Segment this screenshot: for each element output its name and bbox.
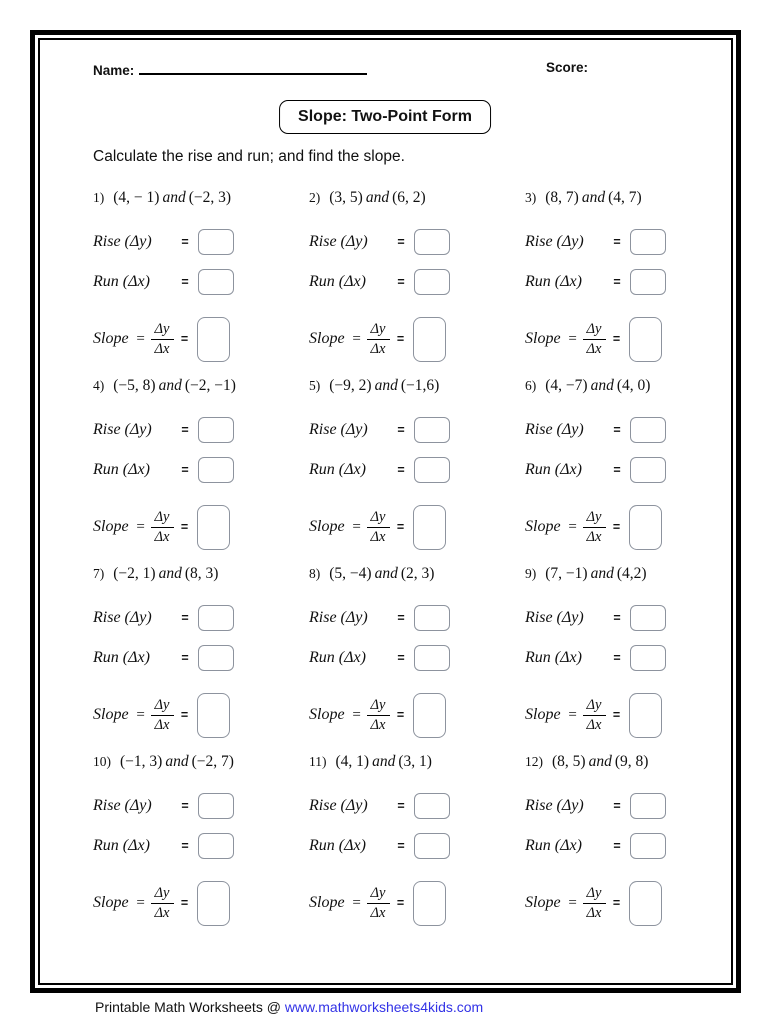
equals-sign: = xyxy=(180,520,189,534)
point-2: (−2, 7) xyxy=(191,753,234,770)
equals-sign: = xyxy=(396,520,405,534)
equals-sign: = xyxy=(136,894,145,911)
equals-sign: = xyxy=(613,839,621,853)
equals-sign: = xyxy=(568,894,577,911)
worksheet-title: Slope: Two-Point Form xyxy=(279,100,491,134)
problem-statement xyxy=(309,753,432,771)
delta-fraction xyxy=(367,509,390,545)
point-1: (4, 1) xyxy=(335,753,370,770)
fraction-denominator: Δx xyxy=(586,528,602,545)
rise-answer-box[interactable] xyxy=(414,605,450,631)
and-word: and xyxy=(590,565,614,582)
equals-sign: = xyxy=(136,706,145,723)
equals-sign: = xyxy=(612,896,621,910)
equals-sign: = xyxy=(180,896,189,910)
problem-cell xyxy=(93,563,309,751)
problem-number: 3) xyxy=(525,190,537,205)
equals-sign: = xyxy=(352,330,361,347)
equals-sign: = xyxy=(181,839,189,853)
fraction-numerator: Δy xyxy=(151,509,174,528)
run-row xyxy=(525,455,666,485)
problem-cell xyxy=(309,751,525,939)
equals-sign: = xyxy=(136,518,145,535)
and-word: and xyxy=(372,753,396,770)
fraction-numerator: Δy xyxy=(151,885,174,904)
problem-cell xyxy=(525,563,741,751)
problem-number: 12) xyxy=(525,754,543,769)
equals-sign: = xyxy=(180,708,189,722)
rise-label: Rise (Δy) xyxy=(93,797,152,814)
equals-sign: = xyxy=(181,235,189,249)
run-label: Run (Δx) xyxy=(93,461,150,478)
rise-answer-box[interactable] xyxy=(414,229,450,255)
fraction-denominator: Δx xyxy=(370,716,386,733)
problem-number: 5) xyxy=(309,378,321,393)
run-row xyxy=(93,643,234,673)
problem-statement xyxy=(525,565,647,583)
problem-number: 10) xyxy=(93,754,111,769)
slope-answer-box[interactable] xyxy=(197,505,230,550)
run-label: Run (Δx) xyxy=(309,837,366,854)
fraction-denominator: Δx xyxy=(586,340,602,357)
rise-row xyxy=(309,603,450,633)
run-row xyxy=(309,267,450,297)
fraction-numerator: Δy xyxy=(583,509,606,528)
slope-answer-box[interactable] xyxy=(197,693,230,738)
rise-row xyxy=(93,603,234,633)
rise-label: Rise (Δy) xyxy=(93,421,152,438)
equals-sign: = xyxy=(181,799,189,813)
slope-row xyxy=(93,501,230,553)
run-label: Run (Δx) xyxy=(525,649,582,666)
point-2: (4,2) xyxy=(616,565,647,582)
rise-answer-box[interactable] xyxy=(414,793,450,819)
slope-label: Slope xyxy=(525,330,561,347)
problem-number: 6) xyxy=(525,378,537,393)
problems-grid xyxy=(93,187,741,939)
fraction-numerator: Δy xyxy=(367,885,390,904)
problem-statement xyxy=(309,565,434,583)
slope-label: Slope xyxy=(93,706,129,723)
point-2: (6, 2) xyxy=(392,189,426,206)
point-1: (4, − 1) xyxy=(113,189,160,206)
slope-answer-box[interactable] xyxy=(197,881,230,926)
point-2: (8, 3) xyxy=(184,565,219,582)
footer-text: Printable Math Worksheets @ xyxy=(95,999,285,1015)
fraction-numerator: Δy xyxy=(367,509,390,528)
delta-fraction xyxy=(583,321,606,357)
rise-row xyxy=(309,791,450,821)
and-word: and xyxy=(374,565,398,582)
slope-row xyxy=(309,313,446,365)
fraction-denominator: Δx xyxy=(370,904,386,921)
fraction-numerator: Δy xyxy=(583,321,606,340)
run-answer-box[interactable] xyxy=(414,833,450,859)
problem-cell xyxy=(93,187,309,375)
run-label: Run (Δx) xyxy=(93,273,150,290)
and-word: and xyxy=(365,189,390,206)
problem-number: 4) xyxy=(93,378,105,393)
equals-sign: = xyxy=(181,423,189,437)
problem-cell xyxy=(93,751,309,939)
rise-label: Rise (Δy) xyxy=(93,233,152,250)
equals-sign: = xyxy=(397,651,405,665)
equals-sign: = xyxy=(352,518,361,535)
point-1: (5, −4) xyxy=(329,565,372,582)
delta-fraction xyxy=(367,697,390,733)
slope-row xyxy=(93,689,230,741)
run-row xyxy=(309,831,450,861)
rise-label: Rise (Δy) xyxy=(525,609,584,626)
point-1: (8, 5) xyxy=(552,753,586,770)
equals-sign: = xyxy=(397,799,405,813)
slope-label: Slope xyxy=(309,706,345,723)
and-word: and xyxy=(581,189,606,206)
equals-sign: = xyxy=(612,520,621,534)
point-2: (−1,6) xyxy=(400,377,440,394)
equals-sign: = xyxy=(613,423,621,437)
run-row xyxy=(93,267,234,297)
problem-number: 9) xyxy=(525,566,537,581)
and-word: and xyxy=(374,377,398,394)
run-label: Run (Δx) xyxy=(525,461,582,478)
equals-sign: = xyxy=(352,894,361,911)
rise-row xyxy=(525,415,666,445)
equals-sign: = xyxy=(613,235,621,249)
equals-sign: = xyxy=(612,708,621,722)
point-2: (2, 3) xyxy=(400,565,435,582)
equals-sign: = xyxy=(396,896,405,910)
name-field xyxy=(93,60,367,78)
equals-sign: = xyxy=(396,332,405,346)
name-underline[interactable] xyxy=(139,60,367,75)
problem-number: 2) xyxy=(309,190,321,205)
run-row xyxy=(93,831,234,861)
equals-sign: = xyxy=(181,651,189,665)
footer-link[interactable]: www.mathworksheets4kids.com xyxy=(284,999,484,1015)
run-row xyxy=(525,267,666,297)
slope-row xyxy=(309,689,446,741)
problem-statement xyxy=(525,189,642,207)
rise-answer-box[interactable] xyxy=(414,417,450,443)
run-answer-box[interactable] xyxy=(414,457,450,483)
equals-sign: = xyxy=(352,706,361,723)
problem-cell xyxy=(309,563,525,751)
run-answer-box[interactable] xyxy=(198,269,234,295)
slope-row xyxy=(525,501,662,553)
rise-label: Rise (Δy) xyxy=(525,421,584,438)
delta-fraction xyxy=(367,321,390,357)
slope-answer-box[interactable] xyxy=(629,505,662,550)
point-1: (3, 5) xyxy=(329,189,363,206)
slope-answer-box[interactable] xyxy=(413,881,446,926)
and-word: and xyxy=(588,753,612,770)
delta-fraction xyxy=(583,885,606,921)
fraction-denominator: Δx xyxy=(154,716,170,733)
problem-statement xyxy=(93,189,231,207)
run-answer-box[interactable] xyxy=(414,269,450,295)
rise-row xyxy=(93,227,234,257)
fraction-numerator: Δy xyxy=(367,321,390,340)
rise-row xyxy=(525,603,666,633)
rise-label: Rise (Δy) xyxy=(525,233,584,250)
rise-row xyxy=(93,791,234,821)
equals-sign: = xyxy=(397,275,405,289)
problem-statement xyxy=(93,753,234,771)
fraction-numerator: Δy xyxy=(583,885,606,904)
run-answer-box[interactable] xyxy=(198,457,234,483)
equals-sign: = xyxy=(397,235,405,249)
problem-statement xyxy=(525,377,650,395)
rise-label: Rise (Δy) xyxy=(93,609,152,626)
equals-sign: = xyxy=(181,463,189,477)
slope-label: Slope xyxy=(309,894,345,911)
run-label: Run (Δx) xyxy=(525,837,582,854)
point-2: (4, 0) xyxy=(616,377,651,394)
fraction-denominator: Δx xyxy=(154,340,170,357)
delta-fraction xyxy=(151,885,174,921)
name-label: Name: xyxy=(93,63,135,78)
delta-fraction xyxy=(367,885,390,921)
equals-sign: = xyxy=(396,708,405,722)
point-2: (3, 1) xyxy=(398,753,432,770)
delta-fraction xyxy=(583,509,606,545)
rise-label: Rise (Δy) xyxy=(525,797,584,814)
slope-label: Slope xyxy=(309,518,345,535)
point-1: (−1, 3) xyxy=(120,753,163,770)
delta-fraction xyxy=(151,321,174,357)
slope-answer-box[interactable] xyxy=(629,317,662,362)
slope-row xyxy=(93,877,230,929)
and-word: and xyxy=(162,189,186,206)
equals-sign: = xyxy=(136,330,145,347)
rise-row xyxy=(525,791,666,821)
run-answer-box[interactable] xyxy=(414,645,450,671)
delta-fraction xyxy=(151,509,174,545)
rise-answer-box[interactable] xyxy=(198,793,234,819)
slope-row xyxy=(309,877,446,929)
equals-sign: = xyxy=(568,518,577,535)
slope-answer-box[interactable] xyxy=(629,881,662,926)
slope-label: Slope xyxy=(93,894,129,911)
fraction-denominator: Δx xyxy=(370,340,386,357)
equals-sign: = xyxy=(180,332,189,346)
rise-answer-box[interactable] xyxy=(630,793,666,819)
point-1: (−2, 1) xyxy=(113,565,156,582)
and-word: and xyxy=(165,753,189,770)
run-answer-box[interactable] xyxy=(198,645,234,671)
instruction-text: Calculate the rise and run; and find the slope. xyxy=(93,148,405,165)
problem-cell xyxy=(525,751,741,939)
equals-sign: = xyxy=(613,611,621,625)
point-2: (9, 8) xyxy=(614,753,649,770)
slope-row xyxy=(309,501,446,553)
slope-row xyxy=(525,313,662,365)
slope-label: Slope xyxy=(525,518,561,535)
fraction-denominator: Δx xyxy=(154,904,170,921)
rise-row xyxy=(525,227,666,257)
slope-label: Slope xyxy=(93,330,129,347)
problem-statement xyxy=(309,189,426,207)
equals-sign: = xyxy=(397,423,405,437)
equals-sign: = xyxy=(181,275,189,289)
fraction-numerator: Δy xyxy=(151,697,174,716)
run-answer-box[interactable] xyxy=(630,457,666,483)
point-2: (−2, 3) xyxy=(188,189,232,206)
rise-row xyxy=(309,415,450,445)
slope-label: Slope xyxy=(93,518,129,535)
point-2: (−2, −1) xyxy=(184,377,236,394)
and-word: and xyxy=(158,565,182,582)
rise-row xyxy=(309,227,450,257)
equals-sign: = xyxy=(397,611,405,625)
point-1: (−5, 8) xyxy=(113,377,156,394)
rise-answer-box[interactable] xyxy=(198,605,234,631)
run-label: Run (Δx) xyxy=(309,649,366,666)
run-answer-box[interactable] xyxy=(630,269,666,295)
fraction-denominator: Δx xyxy=(586,716,602,733)
point-1: (−9, 2) xyxy=(329,377,372,394)
slope-answer-box[interactable] xyxy=(413,693,446,738)
run-row xyxy=(309,643,450,673)
fraction-denominator: Δx xyxy=(154,528,170,545)
problem-number: 7) xyxy=(93,566,105,581)
fraction-denominator: Δx xyxy=(370,528,386,545)
slope-answer-box[interactable] xyxy=(413,505,446,550)
equals-sign: = xyxy=(613,275,621,289)
rise-row xyxy=(93,415,234,445)
rise-answer-box[interactable] xyxy=(198,229,234,255)
rise-answer-box[interactable] xyxy=(630,417,666,443)
equals-sign: = xyxy=(613,463,621,477)
fraction-numerator: Δy xyxy=(367,697,390,716)
delta-fraction xyxy=(151,697,174,733)
problem-number: 8) xyxy=(309,566,321,581)
problem-cell xyxy=(309,187,525,375)
slope-label: Slope xyxy=(309,330,345,347)
slope-label: Slope xyxy=(525,706,561,723)
run-label: Run (Δx) xyxy=(93,837,150,854)
equals-sign: = xyxy=(568,706,577,723)
footer xyxy=(95,999,483,1015)
run-row xyxy=(525,643,666,673)
problem-cell xyxy=(93,375,309,563)
equals-sign: = xyxy=(181,611,189,625)
slope-row xyxy=(93,313,230,365)
problem-number: 11) xyxy=(309,754,327,769)
problem-statement xyxy=(93,565,218,583)
point-1: (7, −1) xyxy=(545,565,588,582)
run-answer-box[interactable] xyxy=(630,645,666,671)
fraction-denominator: Δx xyxy=(586,904,602,921)
equals-sign: = xyxy=(613,651,621,665)
fraction-numerator: Δy xyxy=(583,697,606,716)
slope-row xyxy=(525,689,662,741)
equals-sign: = xyxy=(613,799,621,813)
rise-answer-box[interactable] xyxy=(630,229,666,255)
point-2: (4, 7) xyxy=(608,189,642,206)
slope-answer-box[interactable] xyxy=(629,693,662,738)
rise-label: Rise (Δy) xyxy=(309,797,368,814)
slope-answer-box[interactable] xyxy=(197,317,230,362)
slope-answer-box[interactable] xyxy=(413,317,446,362)
rise-label: Rise (Δy) xyxy=(309,421,368,438)
equals-sign: = xyxy=(568,330,577,347)
run-answer-box[interactable] xyxy=(630,833,666,859)
problem-cell xyxy=(525,187,741,375)
run-label: Run (Δx) xyxy=(93,649,150,666)
rise-label: Rise (Δy) xyxy=(309,233,368,250)
rise-answer-box[interactable] xyxy=(198,417,234,443)
point-1: (4, −7) xyxy=(545,377,588,394)
run-row xyxy=(525,831,666,861)
problem-number: 1) xyxy=(93,190,105,205)
run-answer-box[interactable] xyxy=(198,833,234,859)
slope-label: Slope xyxy=(525,894,561,911)
run-label: Run (Δx) xyxy=(309,461,366,478)
run-row xyxy=(93,455,234,485)
delta-fraction xyxy=(583,697,606,733)
rise-label: Rise (Δy) xyxy=(309,609,368,626)
problem-statement xyxy=(525,753,648,771)
point-1: (8, 7) xyxy=(545,189,579,206)
slope-row xyxy=(525,877,662,929)
problem-cell xyxy=(525,375,741,563)
run-row xyxy=(309,455,450,485)
and-word: and xyxy=(158,377,182,394)
problem-cell xyxy=(309,375,525,563)
equals-sign: = xyxy=(397,839,405,853)
problem-statement xyxy=(309,377,439,395)
run-label: Run (Δx) xyxy=(309,273,366,290)
equals-sign: = xyxy=(612,332,621,346)
rise-answer-box[interactable] xyxy=(630,605,666,631)
fraction-numerator: Δy xyxy=(151,321,174,340)
problem-statement xyxy=(93,377,236,395)
and-word: and xyxy=(590,377,614,394)
score-label: Score: xyxy=(546,60,589,75)
run-label: Run (Δx) xyxy=(525,273,582,290)
equals-sign: = xyxy=(397,463,405,477)
